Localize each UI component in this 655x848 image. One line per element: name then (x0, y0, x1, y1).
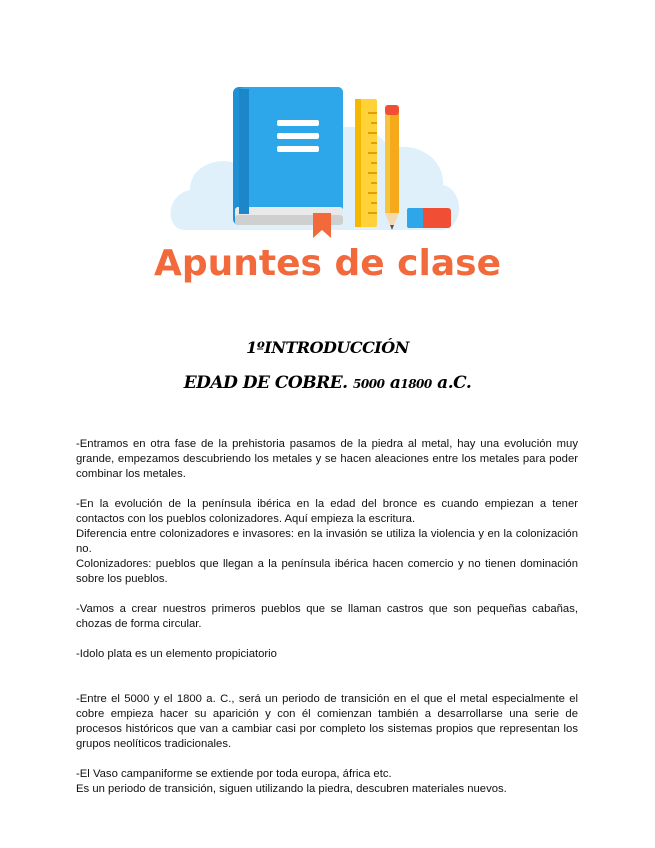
paragraph: -Idolo plata es un elemento propiciatorio (76, 648, 277, 660)
topic-heading-year2: 1800 (400, 377, 432, 391)
paragraph: -Vamos a crear nuestros primeros pueblos que se llaman castros que son pequeñas cabañas, chozas de forma circular. (76, 603, 578, 630)
topic-heading-connector: a (384, 373, 401, 393)
paragraph: -Entre el 5000 y el 1800 a. C., será un periodo de transición en el que el metal especialmente el cobre empieza hacer su aparición y con él comienzan también a desarrollarse una serie de procesos históricos que van a cambiar casi por completo los sistemas propios que representan los grupos neolíticos tradicionales. (76, 693, 578, 750)
ruler-icon (355, 99, 377, 227)
paragraph: -En la evolución de la península ibérica en la edad del bronce es cuando empiezan a tener contactos con los pueblos colonizadores. Aquí empieza la escritura. (76, 498, 578, 525)
book-icon (233, 87, 343, 238)
topic-heading-part1: EDAD DE COBRE. (183, 373, 354, 393)
paragraph: Es un periodo de transición, siguen utilizando la piedra, descubren materiales nuevos. (76, 783, 507, 795)
paragraph: -Entramos en otra fase de la prehistoria pasamos de la piedra al metal, hay una evolución muy grande, empezamos descubriendo los metales y se hacen aleaciones entre los metales para poder combinar los metales. (76, 438, 578, 480)
eraser-icon (407, 208, 451, 228)
brand-title: Apuntes de clase (153, 243, 501, 284)
paragraph: -El Vaso campaniforme se extiende por toda europa, áfrica etc. (76, 768, 392, 780)
paragraph: Diferencia entre colonizadores e invasores: en la invasión se utiliza la violencia y en la colonización no. (76, 528, 578, 555)
topic-heading-suffix: a.C. (431, 373, 472, 393)
paragraph: Colonizadores: pueblos que llegan a la península ibérica hacen comercio y no tienen dominación sobre los pueblos. (76, 558, 578, 585)
body-text (76, 437, 578, 797)
book-pencil-ruler-eraser-cloud-illustration (165, 65, 465, 245)
pencil-icon (385, 105, 399, 230)
topic-heading (0, 373, 655, 393)
section-heading: 1ºINTRODUCCIÓN (246, 338, 409, 357)
topic-heading-year1: 5000 (353, 377, 385, 391)
